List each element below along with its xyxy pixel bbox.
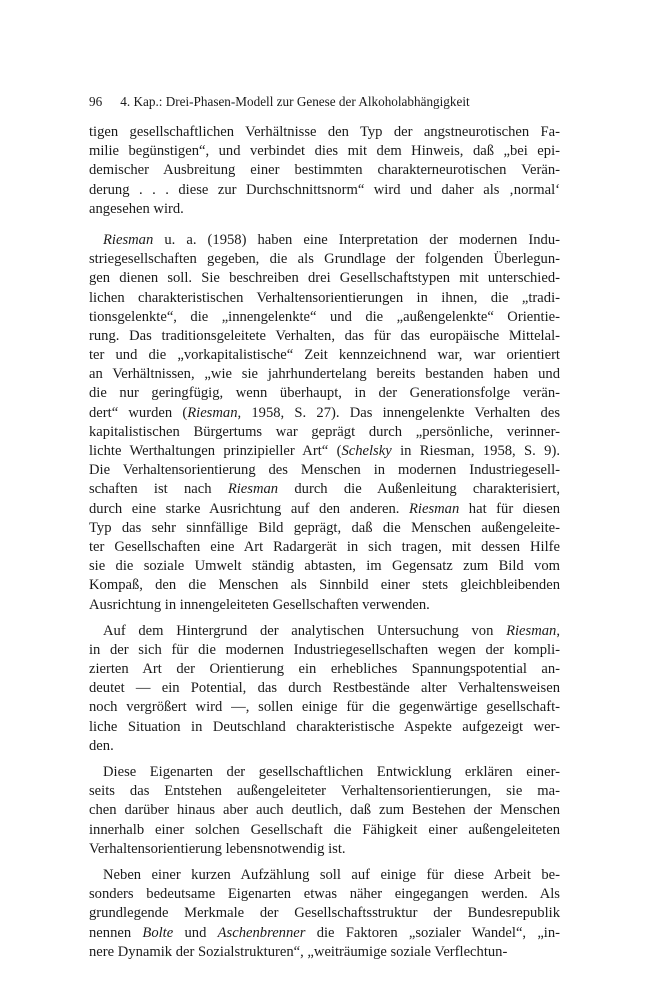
text-line xyxy=(89,365,560,384)
text-segment: den. xyxy=(89,737,114,754)
text-line xyxy=(89,308,560,327)
text-segment: sonders bedeutsame Eigenarten etwas näher eingegangen werden. Als xyxy=(89,886,560,903)
text-segment: Kompaß, den die Menschen als Sinnbild einer stets gleichbleibenden xyxy=(89,577,560,594)
text-segment: schaften ist nach xyxy=(89,481,228,498)
text-line xyxy=(89,519,560,538)
text-segment: kapitalistischen Bürgertums war geprägt durch „persönliche, verinner- xyxy=(89,423,560,440)
text-segment: seits das Entstehen außengeleiteter Verhaltensorientierungen, sie ma- xyxy=(89,783,560,800)
text-line xyxy=(89,924,560,943)
text-line xyxy=(89,269,560,288)
text-segment: durch eine starke Ausrichtung auf den anderen. xyxy=(89,500,409,517)
chapter-title: 4. Kap.: Drei-Phasen-Modell zur Genese der Alkoholabhängigkeit xyxy=(120,94,470,109)
text-segment: tionsgelenkte“, die „innengelenkte“ und die „außengelenkte“ Orientie- xyxy=(89,308,560,325)
emphasized-text: Schelsky xyxy=(341,443,392,459)
text-segment: chen darüber hinaus aber auch deutlich, daß zum Bestehen der Menschen xyxy=(89,802,560,819)
text-segment: , xyxy=(556,622,560,639)
text-segment: milie begünstigen“, und verbindet dies mit dem Hinweis, daß „bei epi- xyxy=(89,143,560,160)
text-segment: Neben einer kurzen Aufzählung soll auf einige für diese Arbeit be- xyxy=(103,866,560,883)
text-segment: die nur geringfügig, wenn überhaupt, in der Generationsfolge verän- xyxy=(89,385,560,402)
emphasized-text: Riesman xyxy=(187,404,238,421)
text-line xyxy=(89,327,560,346)
text-segment: grundlegende Merkmale der Gesellschaftsstruktur der Bundesrepublik xyxy=(89,905,560,922)
text-line xyxy=(89,500,560,519)
paragraph xyxy=(89,231,560,615)
text-segment: in Riesman, 1958, S. 9). xyxy=(391,443,560,459)
text-segment: ter und die „vorkapitalistische“ Zeit kennzeichnend war, war orientiert xyxy=(89,347,560,364)
text-segment: lichte Werthaltungen prinzipieller Art“ ( xyxy=(89,443,342,459)
text-segment: derung . . . diese zur Durchschnittsnorm“ wird und daher als ‚normal‘ xyxy=(89,181,560,198)
paragraph xyxy=(89,123,560,219)
text-line xyxy=(89,763,560,782)
text-segment: an Verhältnissen, „wie sie jahrhundertelang bereits bestanden haben und xyxy=(89,366,560,383)
text-line xyxy=(89,622,560,641)
text-line xyxy=(89,123,560,142)
paragraph xyxy=(89,622,560,756)
text-line xyxy=(89,641,560,660)
text-segment: striegesellschaften gegeben, die als Grundlage der folgenden Überlegun- xyxy=(89,251,560,268)
body-text xyxy=(89,123,560,962)
text-line xyxy=(89,181,560,200)
emphasized-text: Riesman xyxy=(227,481,279,498)
text-segment: zierten Art der Orientierung ein erhebliches Spannungspotential an- xyxy=(89,661,560,678)
text-segment: deutet — ein Potential, das durch Restbestände alter Verhaltensweisen xyxy=(89,680,560,697)
paragraph xyxy=(89,763,560,859)
text-line xyxy=(89,442,560,461)
text-segment: Diese Eigenarten der gesellschaftlichen Entwicklung erklären einer- xyxy=(103,764,560,780)
text-segment: die Faktoren „sozialer Wandel“, „in- xyxy=(305,924,561,941)
running-head xyxy=(89,92,560,112)
text-line xyxy=(89,596,560,615)
text-line xyxy=(89,866,560,885)
text-segment: tigen gesellschaftlichen Verhältnisse den Typ der angstneurotischen Fa- xyxy=(89,124,560,140)
text-line xyxy=(89,161,560,180)
text-line xyxy=(89,538,560,557)
text-line xyxy=(89,384,560,403)
text-segment: rung. Das traditionsgeleitete Verhalten, das für das europäische Mittelal- xyxy=(89,327,560,344)
text-segment: noch vergrößert wird —, sollen einige für die gegenwärtige gesellschaft- xyxy=(89,699,560,716)
text-line xyxy=(89,782,560,801)
text-line xyxy=(89,200,560,219)
text-line xyxy=(89,904,560,923)
text-line xyxy=(89,423,560,442)
text-segment: lichen charakteristischen Verhaltensorientierungen in ihnen, die „tradi- xyxy=(89,289,560,306)
text-segment: und xyxy=(173,924,218,941)
text-line xyxy=(89,821,560,840)
emphasized-text: Riesman xyxy=(103,231,154,248)
text-segment: Typ das sehr sinnfällige Bild geprägt, daß die Menschen außengeleite- xyxy=(89,519,560,536)
text-line xyxy=(89,801,560,820)
text-line xyxy=(89,840,560,859)
text-line xyxy=(89,557,560,576)
text-line xyxy=(89,461,560,480)
text-segment: durch die Außenleitung charakterisiert, xyxy=(278,481,561,498)
text-line xyxy=(89,943,560,962)
text-segment: liche Situation in Deutschland charakteristische Aspekte aufgezeigt wer- xyxy=(89,718,560,735)
emphasized-text: Aschenbrenner xyxy=(217,924,306,941)
text-segment: in der sich für die modernen Industriegesellschaften wegen der kompli- xyxy=(89,641,560,658)
paragraph xyxy=(89,866,560,962)
text-line xyxy=(89,404,560,423)
text-segment: Auf dem Hintergrund der analytischen Untersuchung von xyxy=(103,622,507,639)
text-segment: Ausrichtung in innengeleiteten Gesellschaften verwenden. xyxy=(89,596,430,613)
text-segment: , 1958, S. 27). Das innengelenkte Verhalten des xyxy=(237,404,561,421)
text-line xyxy=(89,576,560,595)
text-line xyxy=(89,660,560,679)
text-segment: nennen xyxy=(89,924,143,941)
text-line xyxy=(89,698,560,717)
text-line xyxy=(89,679,560,698)
text-line xyxy=(89,142,560,161)
text-segment: nere Dynamik der Sozialstrukturen“, „weiträumige soziale Verflechtun- xyxy=(89,943,508,960)
text-segment: Die Verhaltensorientierung des Menschen in modernen Industriegesell- xyxy=(89,462,560,479)
text-line xyxy=(89,231,560,250)
text-line xyxy=(89,480,560,499)
text-line xyxy=(89,289,560,308)
text-segment: innerhalb einer solchen Gesellschaft die Fähigkeit einer außengeleiteten xyxy=(89,821,560,838)
book-page xyxy=(89,92,560,969)
text-segment: dert“ wurden ( xyxy=(89,404,188,421)
text-line xyxy=(89,718,560,737)
text-line xyxy=(89,885,560,904)
text-segment: Verhaltensorientierung lebensnotwendig ist. xyxy=(89,840,346,857)
text-line xyxy=(89,250,560,269)
text-line xyxy=(89,737,560,756)
text-segment: ter Gesellschaften eine Art Radargerät in sich tragen, mit dessen Hilfe xyxy=(89,538,560,555)
text-segment: hat für diesen xyxy=(459,500,560,517)
emphasized-text: Riesman xyxy=(409,500,460,517)
text-segment: gen dienen soll. Sie beschreiben drei Gesellschaftstypen mit unterschied- xyxy=(89,270,560,287)
emphasized-text: Riesman xyxy=(506,622,557,639)
text-segment: u. a. (1958) haben eine Interpretation der modernen Indu- xyxy=(153,231,560,248)
text-segment: demischer Ausbreitung einer bestimmten charakterneurotischen Verän- xyxy=(89,162,560,179)
text-segment: angesehen wird. xyxy=(89,200,184,217)
text-line xyxy=(89,346,560,365)
text-segment: sie die soziale Umwelt ständig abtasten, im Gegensatz zum Bild vom xyxy=(89,558,560,575)
emphasized-text: Bolte xyxy=(142,924,174,941)
page-number: 96 xyxy=(89,94,103,109)
